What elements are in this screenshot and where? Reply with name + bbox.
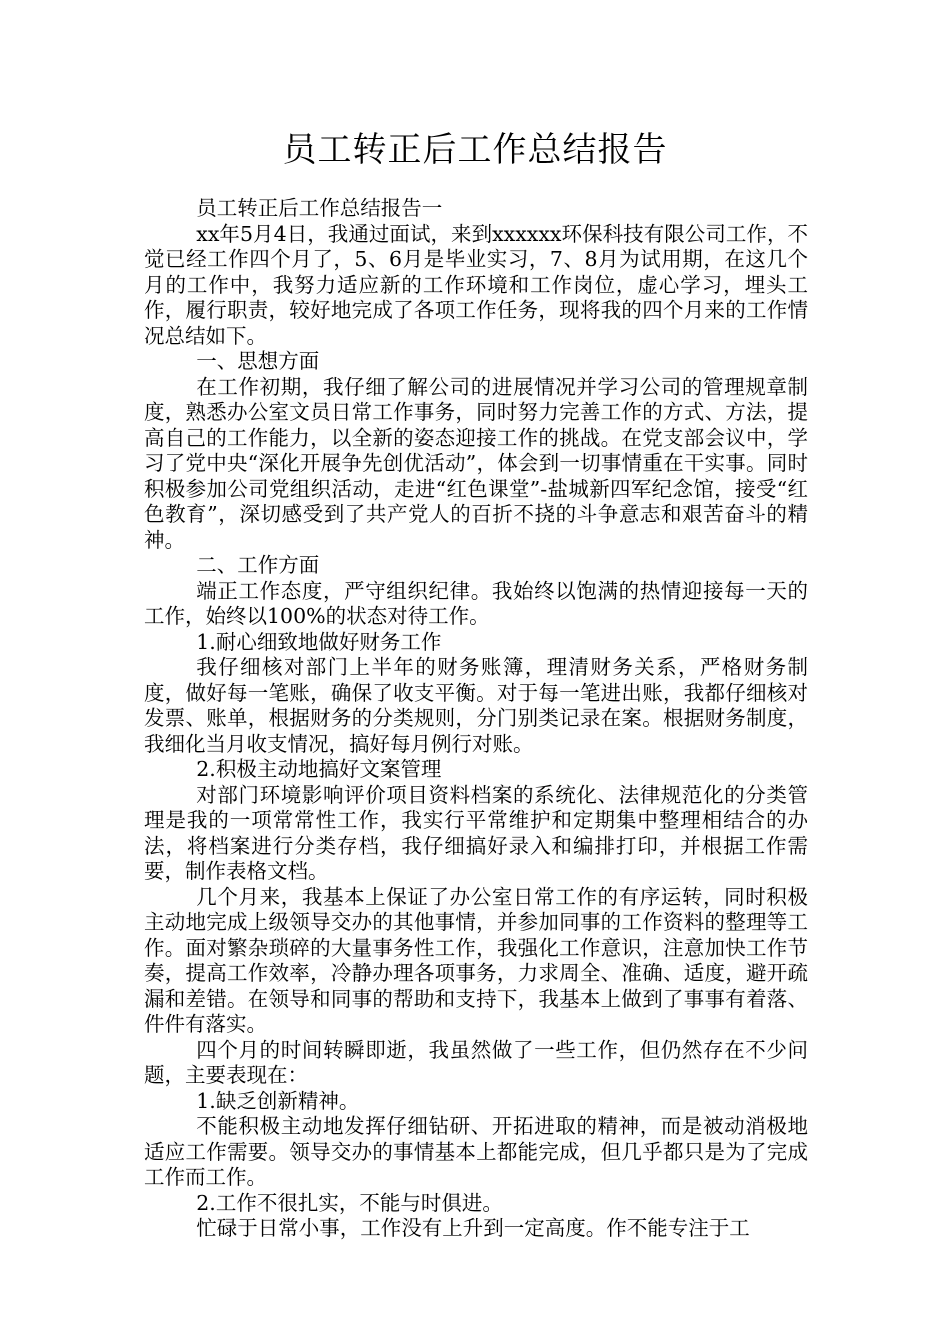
body-paragraph: xx年5月4日，我通过面试，来到xxxxxx环保科技有限公司工作，不觉已经工作四个月了，5、6月是毕业实习，7、8月为试用期，在这几个月的工作中，我努力适应新的工作环境和工作岗位，虚心学习，埋头工作，履行职责，较好地完成了各项工作任务，现将我的四个月来的工作情况总结如下。 — [144, 221, 808, 348]
subsection-heading: 2.工作不很扎实，不能与时俱进。 — [196, 1190, 503, 1215]
body-paragraph: 几个月来，我基本上保证了办公室日常工作的有序运转，同时积极主动地完成上级领导交办的其他事情，并参加同事的工作资料的整理等工作。面对繁杂琐碎的大量事务性工作，我强化工作意识，注意加快工作节奏，提高工作效率，冷静办理各项事务，力求周全、准确、适度，避开疏漏和差错。在领导和同事的帮助和支持下，我基本上做到了事事有着落、件件有落实。 — [144, 884, 808, 1036]
body-paragraph: 忙碌于日常小事，工作没有上升到一定高度。作不能专注于工 — [196, 1216, 750, 1240]
section-heading: 员工转正后工作总结报告一 — [196, 196, 443, 220]
subsection-heading: 1.耐心细致地做好财务工作 — [196, 629, 442, 654]
section-heading: 一、思想方面 — [196, 349, 320, 373]
body-paragraph: 在工作初期，我仔细了解公司的进展情况并学习公司的管理规章制度，熟悉办公室文员日常工作事务，同时努力完善工作的方式、方法，提高自己的工作能力，以全新的姿态迎接工作的挑战。在党支部会议中，学习了党中央“深化开展争先创优活动”，体会到一切事情重在干实事。同时积极参加公司党组织活动，走进“红色课堂”-盐城新四军纪念馆，接受“红色教育”，深切感受到了共产党人的百折不挠的斗争意志和艰苦奋斗的精神。 — [144, 374, 808, 552]
body-paragraph: 不能积极主动地发挥仔细钻研、开拓进取的精神，而是被动消极地适应工作需要。领导交办的事情基本上都能完成，但几乎都只是为了完成工作而工作。 — [144, 1114, 808, 1189]
section-heading: 二、工作方面 — [196, 553, 320, 577]
body-paragraph: 四个月的时间转瞬即逝，我虽然做了一些工作，但仍然存在不少问题，主要表现在： — [144, 1037, 808, 1087]
subsection-heading: 1.缺乏创新精神。 — [196, 1088, 360, 1113]
document-title: 员工转正后工作总结报告 — [282, 130, 668, 170]
body-paragraph: 我仔细核对部门上半年的财务账簿，理清财务关系，严格财务制度，做好每一笔账，确保了收支平衡。对于每一笔进出账，我都仔细核对发票、账单，根据财务的分类规则，分门别类记录在案。根据财务制度，我细化当月收支情况，搞好每月例行对账。 — [144, 655, 808, 756]
body-paragraph: 端正工作态度，严守组织纪律。我始终以饱满的热情迎接每一天的工作，始终以100%的状态对待工作。 — [144, 578, 808, 628]
body-paragraph: 对部门环境影响评价项目资料档案的系统化、法律规范化的分类管理是我的一项常常性工作，我实行平常维护和定期集中整理相结合的办法，将档案进行分类存档，我仔细搞好录入和编排打印，并根据工作需要，制作表格文档。 — [144, 782, 808, 883]
subsection-heading: 2.积极主动地搞好文案管理 — [196, 757, 442, 781]
document-body — [144, 196, 808, 1242]
